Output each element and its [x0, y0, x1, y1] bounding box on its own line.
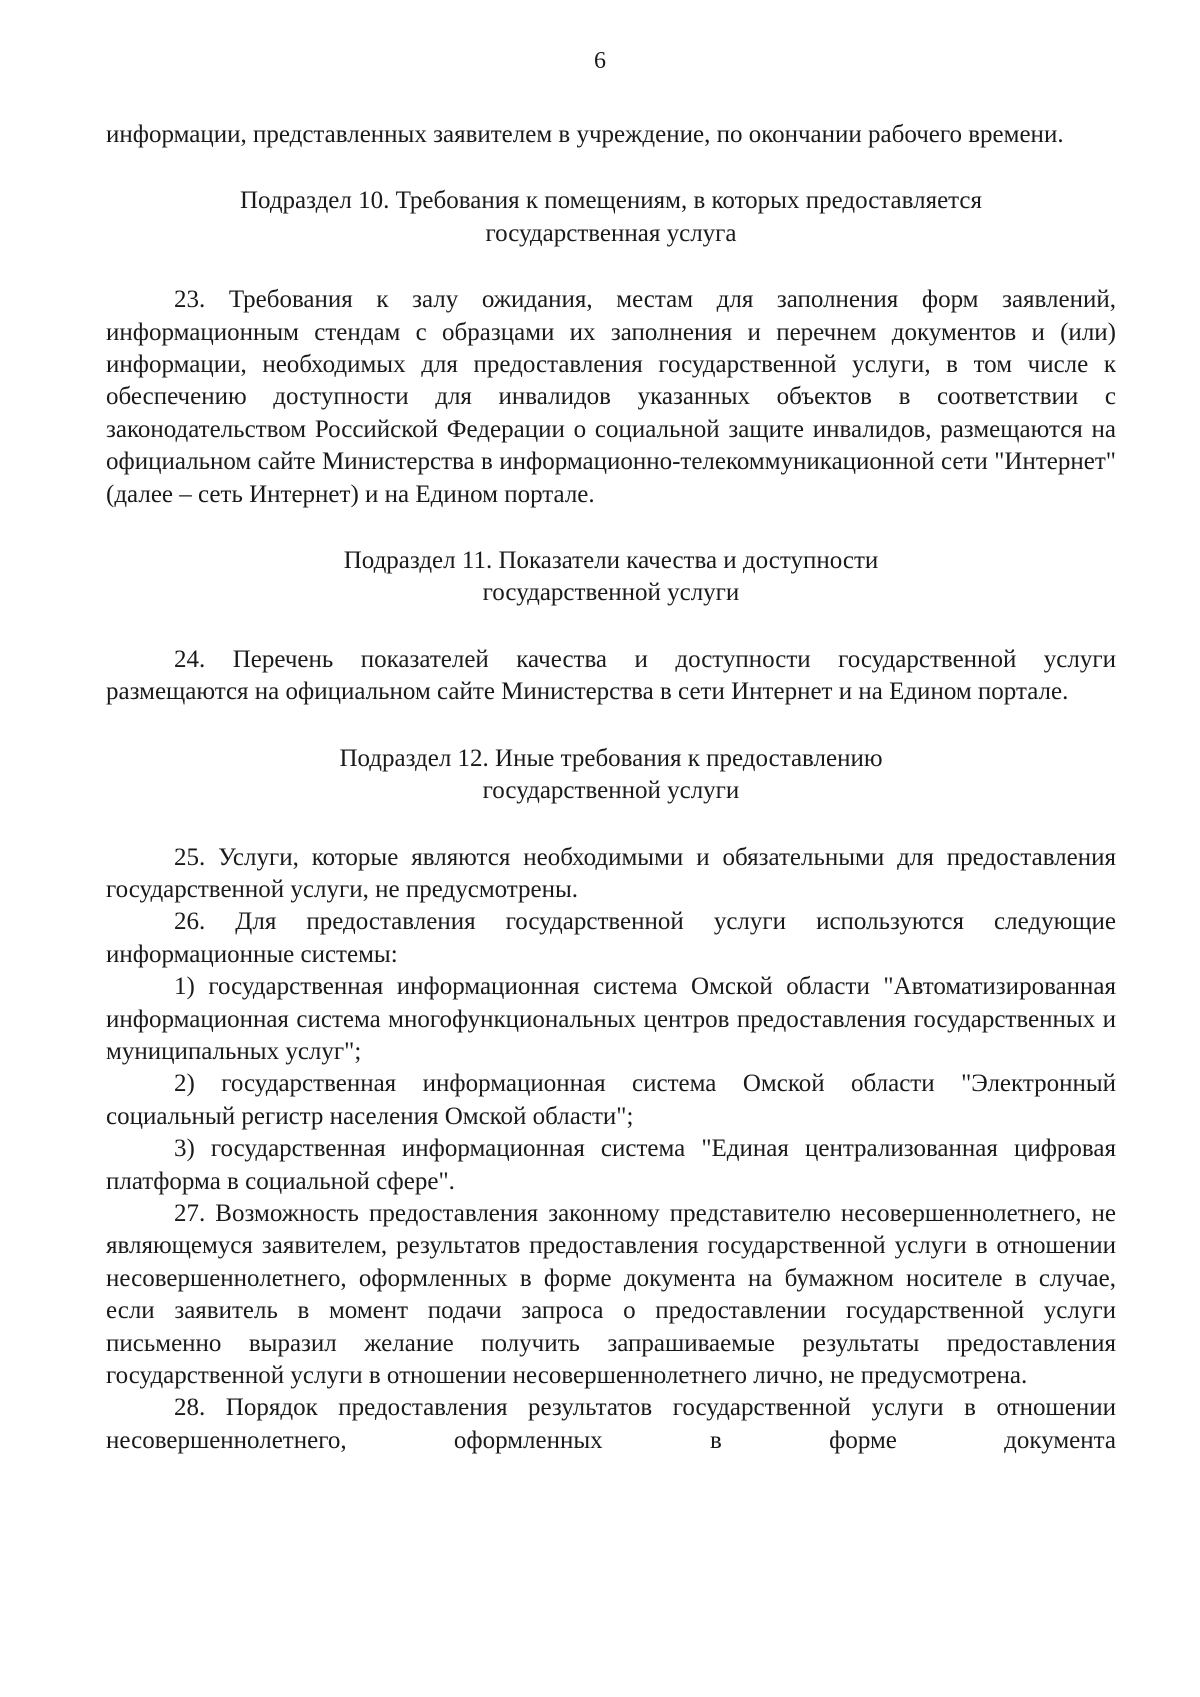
- heading-line: государственная услуга: [485, 219, 737, 247]
- paragraph-28: 28. Порядок предоставления результатов государственной услуги в отношении несовершеннолетнего, оформленных в форме документа: [106, 1394, 1116, 1454]
- list-item-1: 1) государственная информационная система Омской области "Автоматизированная информационная система многофункциональных центров предоставления государственных и муниципальных услуг";: [106, 973, 1116, 1065]
- heading-line: государственной услуги: [482, 777, 740, 805]
- heading-subsection-11: [106, 545, 1116, 610]
- heading-line: государственной услуги: [482, 579, 740, 607]
- document-body: [106, 119, 1116, 1457]
- list-item-2: 2) государственная информационная система Омской области "Электронный социальный регистр населения Омской области";: [106, 1070, 1116, 1130]
- paragraph-continuation: информации, представленных заявителем в учреждение, по окончании рабочего времени.: [106, 121, 1064, 148]
- heading-line: Подраздел 11. Показатели качества и доступности: [343, 547, 879, 575]
- page-number: 6: [594, 48, 606, 74]
- heading-line: Подраздел 12. Иные требования к предоставлению: [339, 744, 883, 772]
- heading-line: Подраздел 10. Требования к помещениям, в которых предоставляется: [240, 187, 982, 215]
- paragraph-24: 24. Перечень показателей качества и доступности государственной услуги размещаются на официальном сайте Министерства в сети Интернет и на Едином портале.: [106, 645, 1116, 706]
- paragraph-25: 25. Услуги, которые являются необходимыми и обязательными для предоставления государственной услуги, не предусмотрены.: [106, 843, 1116, 903]
- paragraph-23: 23. Требования к залу ожидания, местам для заполнения форм заявлений, информационным стендам с образцами их заполнения и перечнем документов и (или) информации, необходимых для предоставления государственной услуги, в том числе к обеспечению доступности для инвалидов указанных объектов в соответствии с законодательством Российской Федерации о социальной защите инвалидов, размещаются на официальном сайте Министерства в информационно-телекоммуникационной сети "Интернет" (далее – сеть Интернет) и на Едином портале.: [106, 286, 1116, 508]
- heading-subsection-12: [106, 743, 1116, 808]
- paragraph-27: 27. Возможность предоставления законному представителю несовершеннолетнего, не являющемуся заявителем, результатов предоставления государственной услуги в отношении несовершеннолетнего, оформленных в форме документа на бумажном носителе в случае, если заявитель в момент подачи запроса о предоставлении государственной услуги письменно выразил желание получить запрашиваемые результаты предоставления государственной услуги в отношении несовершеннолетнего лично, не предусмотрена.: [106, 1199, 1116, 1389]
- heading-subsection-10: [106, 185, 1116, 250]
- paragraph-26: 26. Для предоставления государственной услуги используются следующие информационные системы:: [106, 908, 1116, 968]
- list-item-3: 3) государственная информационная система "Единая централизованная цифровая платформа в социальной сфере".: [106, 1135, 1116, 1195]
